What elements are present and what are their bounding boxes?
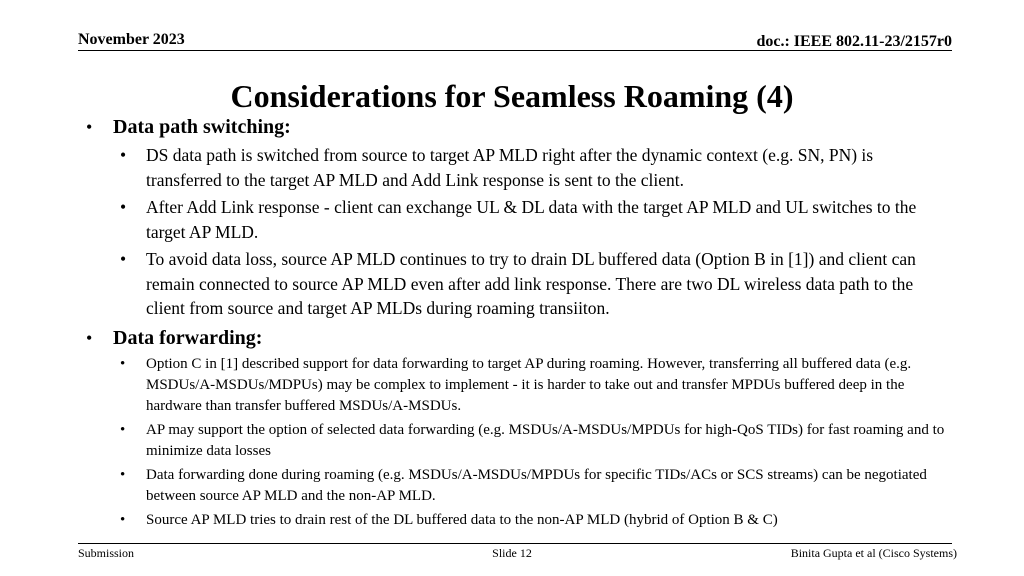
list-item <box>86 510 946 531</box>
bullet-icon: • <box>120 421 126 438</box>
list-item-text: Data forwarding done during roaming (e.g. MSDUs/A-MSDUs/MPDUs for specific TIDs/ACs or SCS streams) can be negotiated between source AP MLD and the non-AP MLD. <box>146 466 927 504</box>
list-item <box>86 465 946 507</box>
footer-slide-number: Slide 12 <box>492 546 532 560</box>
section-heading-label: Data path switching: <box>113 116 291 138</box>
section-heading-label: Data forwarding: <box>113 326 263 349</box>
list-item <box>86 195 946 244</box>
bullet-icon: • <box>120 249 127 269</box>
header-doc-id: doc.: IEEE 802.11-23/2157r0 <box>756 33 952 50</box>
section-heading-data-forwarding <box>86 325 946 351</box>
slide-body <box>86 114 946 531</box>
bullet-icon: • <box>120 466 126 483</box>
header-divider <box>78 50 952 51</box>
list-item-text: To avoid data loss, source AP MLD continues to try to drain DL buffered data (Option B in [1]) and client can remain connected to source AP MLD even after add link response. There are two DL wireless data path to the client from source and target AP MLDs during roaming transiiton. <box>146 249 916 318</box>
slide-title: Considerations for Seamless Roaming (4) <box>230 78 794 114</box>
list-item <box>86 247 946 321</box>
bullet-icon: • <box>120 355 126 372</box>
bullet-icon: • <box>120 197 127 217</box>
list-item <box>86 143 946 192</box>
footer-authors: Binita Gupta et al (Cisco Systems) <box>790 546 957 560</box>
footer-divider <box>78 543 952 544</box>
list-item-text: AP may support the option of selected data forwarding (e.g. MSDUs/A-MSDUs/MPDUs for high-QoS TIDs) for fast roaming and to minimize data losses <box>146 421 945 459</box>
list-item-text: Option C in [1] described support for data forwarding to target AP during roaming. However, transferring all buffered data (e.g. MSDUs/A-MSDUs/MDPUs) may be complex to implement - it is harder to take out and transfer MPDUs buffered deep in the hardware than transfer buffered MSDUs/A-MSDUs. <box>146 355 912 414</box>
bullet-icon: • <box>86 327 93 348</box>
list-item-text: Source AP MLD tries to drain rest of the DL buffered data to the non-AP MLD (hybrid of Option B & C) <box>146 511 778 528</box>
bullet-icon: • <box>86 117 93 137</box>
footer-submission: Submission <box>78 546 135 560</box>
list-item-text: After Add Link response - client can exchange UL & DL data with the target AP MLD and UL switches to the target AP MLD. <box>146 197 917 242</box>
section-heading-data-path-switching <box>86 114 946 140</box>
bullet-icon: • <box>120 511 126 528</box>
header-date: November 2023 <box>78 31 185 48</box>
bullet-icon: • <box>120 145 127 165</box>
list-item <box>86 420 946 462</box>
list-item-text: DS data path is switched from source to target AP MLD right after the dynamic context (e.g. SN, PN) is transferred to the target AP MLD and Add Link response is sent to the client. <box>146 145 874 190</box>
list-item <box>86 354 946 417</box>
